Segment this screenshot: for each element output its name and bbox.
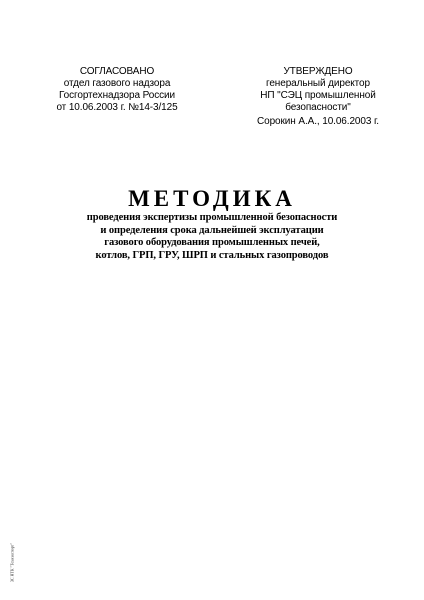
approval-approved-org-line2: безопасности" — [285, 102, 351, 113]
document-subtitle-line: котлов, ГРП, ГРУ, ШРП и стальных газопроводов — [95, 249, 329, 261]
approval-agreed-department: отдел газового надзора — [63, 78, 171, 89]
document-subtitle-line: газового оборудования промышленных печей, — [104, 237, 320, 248]
approval-block-agreed — [42, 66, 192, 114]
approval-agreed-authority: Госгортехнадзора России — [59, 90, 175, 101]
approval-approved-heading: УТВЕРЖДЕНО — [283, 66, 353, 77]
approval-agreed-date: от 10.06.2003 г. №14-3/125 — [56, 102, 178, 113]
side-margin-note: ЗС НТК "Технэкспорт" — [9, 542, 15, 583]
approval-agreed-heading: СОГЛАСОВАНО — [79, 66, 155, 77]
document-title: МЕТОДИКА — [128, 186, 296, 211]
document-subtitle-line: и определения срока дальнейшей эксплуатации — [100, 224, 324, 236]
approval-approved-signatory: Сорокин А.А., 10.06.2003 г. — [257, 116, 379, 127]
approval-approved-position: генеральный директор — [266, 78, 370, 89]
approval-approved-org-line1: НП "СЭЦ промышленной — [260, 90, 376, 101]
document-subtitle — [20, 212, 404, 262]
approval-block-approved — [246, 66, 390, 128]
document-subtitle-line: проведения экспертизы промышленной безопасности — [86, 212, 338, 223]
